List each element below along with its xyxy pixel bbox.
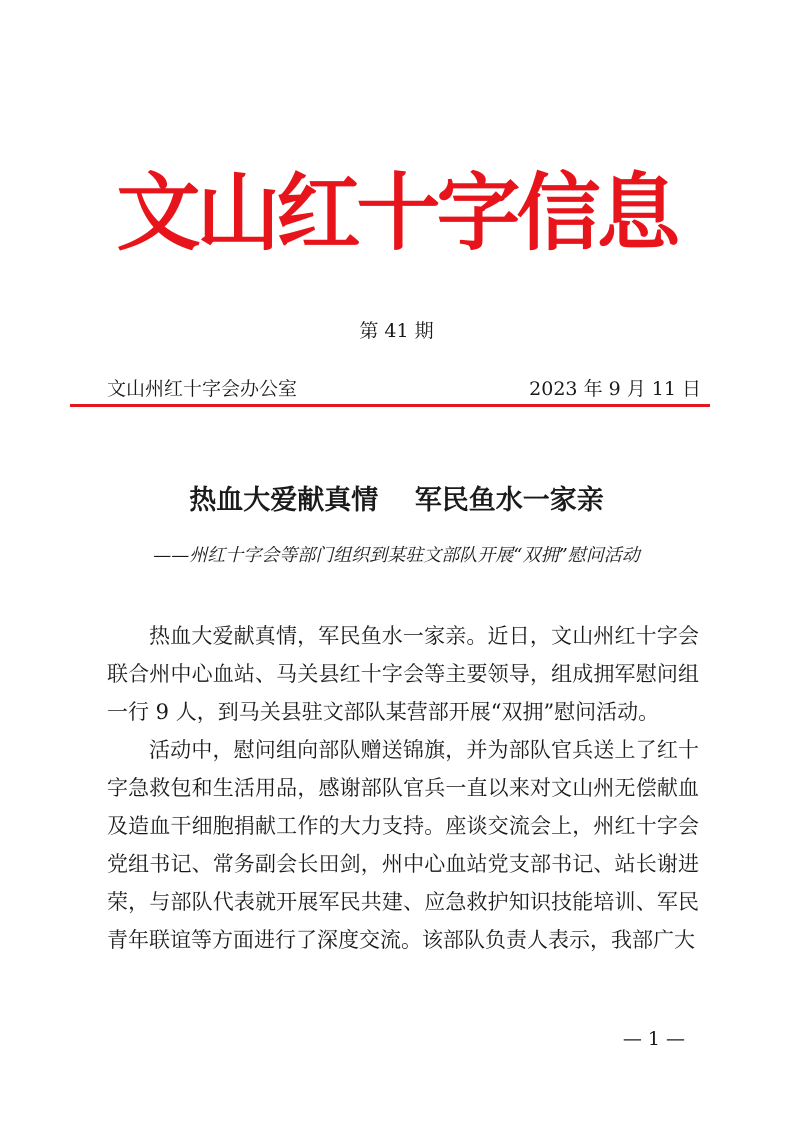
issuer-name: 文山州红十字会办公室 [107, 378, 298, 400]
page-number: — 1 — [622, 1028, 685, 1050]
article-title: 热血大爱献真情 军民鱼水一家亲 [189, 485, 604, 516]
header-divider [70, 404, 710, 407]
article-body [107, 617, 699, 959]
masthead-title: 文山红十字信息 [116, 163, 677, 262]
article-paragraph: 热血大爱献真情，军民鱼水一家亲。近日，文山州红十字会联合州中心血站、马关县红十字会等主要领导，组成拥军慰问组一行 9 人，到马关县驻文部队某营部开展“双拥”慰问活动。 [107, 624, 699, 724]
issue-date: 2023 年 9 月 11 日 [529, 378, 701, 400]
article-subtitle: ——州红十字会等部门组织到某驻文部队开展“双拥”慰问活动 [153, 545, 640, 566]
issue-number: 第 41 期 [359, 320, 434, 342]
article-paragraph: 活动中，慰问组向部队赠送锦旗，并为部队官兵送上了红十字急救包和生活用品，感谢部队官兵一直以来对文山州无偿献血及造血干细胞捐献工作的大力支持。座谈交流会上，州红十字会党组书记、常务副会长田剑，州中心血站党支部书记、站长谢进荣，与部队代表就开展军民共建、应急救护知识技能培训、军民青年联谊等方面进行了深度交流。该部队负责人表示，我部广大 [107, 738, 699, 952]
